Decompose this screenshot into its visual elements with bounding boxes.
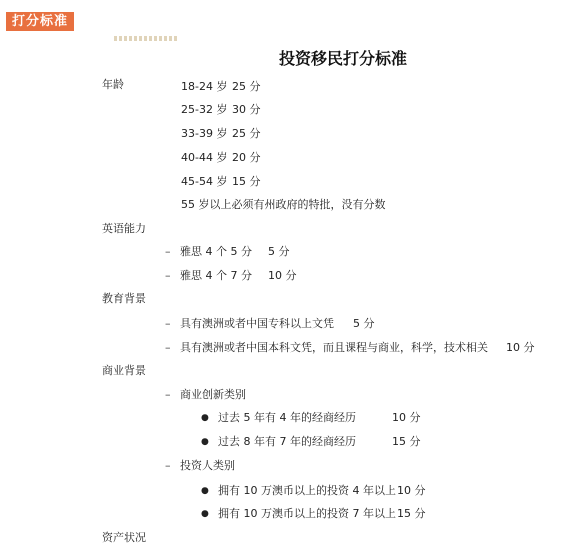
bullet-marker: ● [201, 413, 209, 423]
business-score: 15 分 [397, 507, 426, 520]
age-score: 30 分 [232, 103, 261, 116]
section-heading-education: 教育背景 [102, 292, 146, 305]
age-range: 33-39 岁 [181, 127, 228, 140]
business-item: 拥有 10 万澳币以上的投资 7 年以上 [218, 507, 396, 520]
english-score: 10 分 [268, 269, 297, 282]
english-item: 雅思 4 个 7 分 [180, 269, 252, 282]
age-score: 25 分 [232, 80, 261, 93]
dash-marker: – [165, 245, 171, 258]
age-range: 45-54 岁 [181, 175, 228, 188]
dash-marker: – [165, 341, 171, 354]
english-item: 雅思 4 个 5 分 [180, 245, 252, 258]
education-item: 具有澳洲或者中国本科文凭，而且课程与商业，科学，技术相关 [180, 341, 488, 354]
age-range: 25-32 岁 [181, 103, 228, 116]
section-heading-english: 英语能力 [102, 222, 146, 235]
business-item: 拥有 10 万澳币以上的投资 4 年以上 [218, 484, 396, 497]
dash-marker: – [165, 388, 171, 401]
age-note: 55 岁以上必须有州政府的特批，没有分数 [181, 198, 386, 211]
section-heading-assets: 资产状况 [102, 531, 146, 544]
section-heading-business: 商业背景 [102, 364, 146, 377]
english-score: 5 分 [268, 245, 290, 258]
age-range: 18-24 岁 [181, 80, 228, 93]
business-score: 15 分 [392, 435, 421, 448]
age-score: 15 分 [232, 175, 261, 188]
page-title: 投资移民打分标准 [278, 49, 407, 68]
faint-header-mark [114, 36, 178, 41]
age-range: 40-44 岁 [181, 151, 228, 164]
dash-marker: – [165, 269, 171, 282]
header-badge: 打分标准 [6, 12, 74, 31]
bullet-marker: ● [201, 509, 209, 519]
age-score: 20 分 [232, 151, 261, 164]
age-score: 25 分 [232, 127, 261, 140]
education-item: 具有澳洲或者中国专科以上文凭 [180, 317, 334, 330]
section-heading-age: 年龄 [102, 78, 124, 91]
dash-marker: – [165, 317, 171, 330]
business-score: 10 分 [392, 411, 421, 424]
business-score: 10 分 [397, 484, 426, 497]
business-item: 过去 8 年有 7 年的经商经历 [218, 435, 356, 448]
bullet-marker: ● [201, 486, 209, 496]
education-score: 10 分 [506, 341, 535, 354]
business-group-label: 商业创新类别 [180, 388, 246, 401]
bullet-marker: ● [201, 437, 209, 447]
business-item: 过去 5 年有 4 年的经商经历 [218, 411, 356, 424]
education-score: 5 分 [353, 317, 375, 330]
business-group-label: 投资人类别 [180, 459, 235, 472]
dash-marker: – [165, 459, 171, 472]
